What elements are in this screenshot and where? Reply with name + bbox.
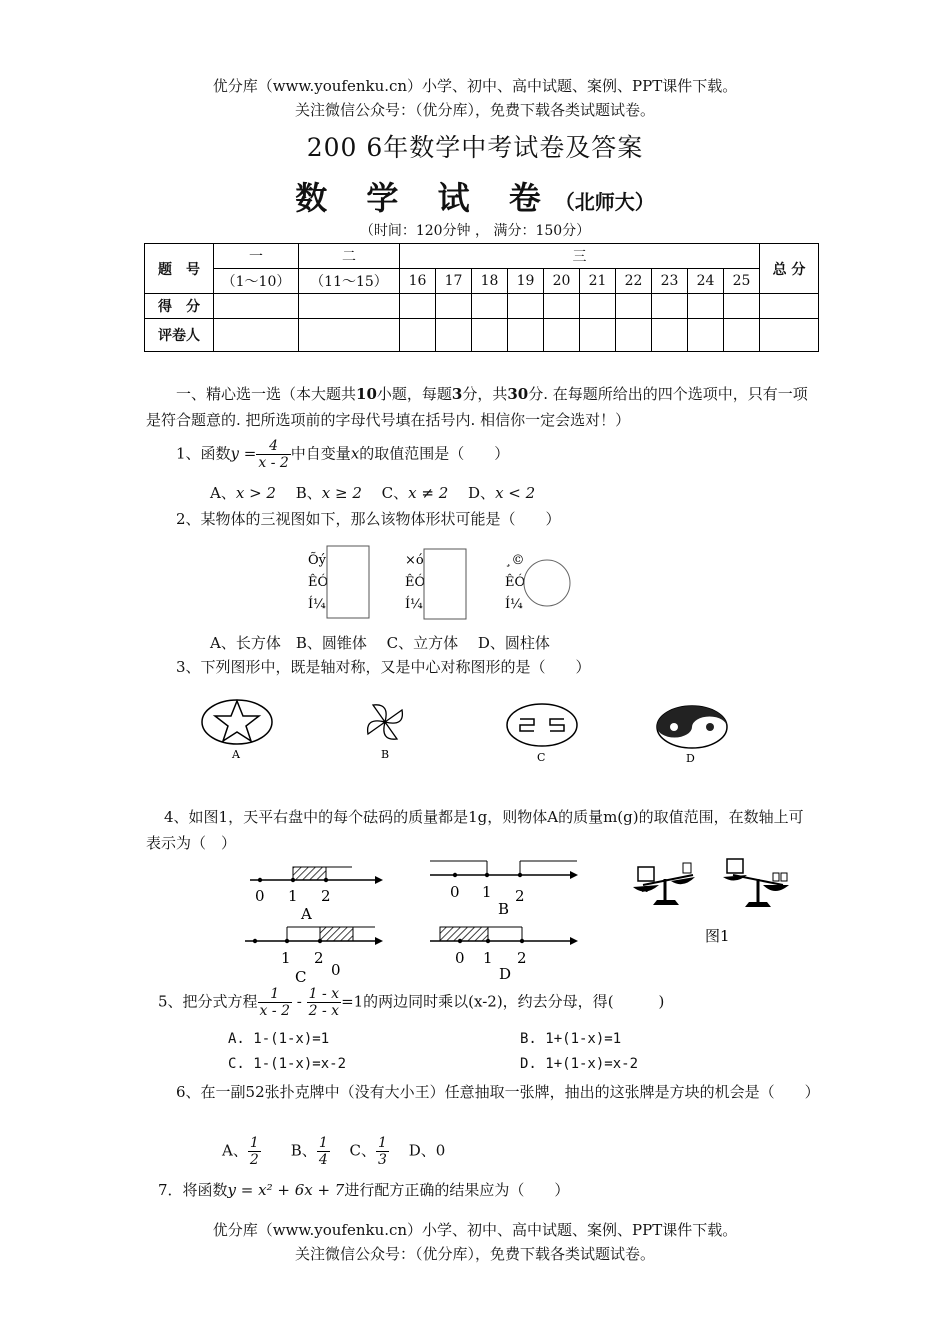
grader-cell[interactable] (652, 319, 688, 352)
q1-var: x (350, 444, 360, 463)
section1-intro (146, 381, 816, 433)
question-1 (176, 438, 846, 471)
qnum-cell: 16 (400, 269, 436, 294)
top-view (505, 553, 570, 612)
q1-fraction (256, 438, 290, 471)
q5-f1-den: x - 2 (259, 1003, 290, 1019)
fig-label: B (381, 748, 390, 761)
score-cell[interactable] (436, 294, 472, 319)
qnum-cell: 19 (508, 269, 544, 294)
q6-c-num: 1 (378, 1135, 387, 1151)
paper-subtitle (0, 173, 950, 219)
q1-opt-c[interactable]: x ≠ 2 (408, 484, 449, 502)
side-view (405, 549, 466, 619)
axis-tick: 0 (255, 887, 265, 905)
q7-prefix: 7．将函数 (158, 1181, 228, 1199)
score-table (144, 243, 819, 352)
q1-opt-d[interactable]: x < 2 (495, 484, 536, 502)
q1-opt-d-label: D、 (468, 484, 496, 502)
axis-tick: 2 (515, 887, 525, 905)
intro-text: 分，共 (462, 385, 508, 403)
row-grader-label: 评卷人 (145, 319, 214, 352)
qnum-cell: 23 (652, 269, 688, 294)
figure-a-star[interactable] (202, 700, 272, 761)
qnum-cell: 18 (472, 269, 508, 294)
qnum-cell: 17 (436, 269, 472, 294)
q1-den: x - 2 (258, 455, 289, 471)
q6-c-den: 3 (378, 1152, 387, 1168)
intro-count: 10 (356, 385, 377, 403)
q1-prefix: 1、函数 (176, 444, 231, 463)
grader-cell[interactable] (760, 319, 819, 352)
q6-opt-b[interactable] (317, 1135, 330, 1168)
q2-options: A、长方体 B、圆锥体 C、立方体 D、圆柱体 (210, 634, 550, 652)
question-7 (158, 1177, 828, 1203)
q6-b-den: 4 (318, 1152, 328, 1168)
view-label: ÊÓ (308, 575, 329, 590)
row-score-label: 得 分 (145, 294, 214, 319)
q1-opt-b-label: B、 (295, 484, 322, 502)
option-letter: B (498, 900, 510, 918)
grader-cell[interactable] (214, 319, 299, 352)
q1-opt-b[interactable]: x ≥ 2 (321, 484, 362, 502)
q1-options (210, 480, 880, 506)
view-label: Í¼ (505, 597, 523, 612)
score-cell[interactable] (760, 294, 819, 319)
number-line-d[interactable] (430, 927, 578, 983)
number-line-b[interactable] (430, 861, 578, 918)
view-label: ÊÓ (505, 575, 526, 590)
exam-title: 200 6年数学中考试卷及答案 (306, 133, 644, 162)
q5-f1-num: 1 (258, 986, 292, 1003)
grader-cell[interactable] (508, 319, 544, 352)
q5-option-d[interactable]: D. 1+(1-x)=x-2 (520, 1056, 639, 1072)
q3-figures (195, 695, 755, 780)
axis-tick: 1 (482, 883, 492, 901)
score-cell[interactable] (724, 294, 760, 319)
score-cell[interactable] (508, 294, 544, 319)
q6-opt-b-label: B、 (290, 1141, 317, 1160)
axis-tick: 1 (483, 949, 493, 967)
balance-left (633, 863, 695, 905)
qnum-cell: 20 (544, 269, 580, 294)
view-label: ×ó (405, 553, 424, 568)
q6-a-den: 2 (249, 1152, 259, 1168)
q1-opt-c-label: C、 (381, 484, 409, 502)
figure-c-ellipse[interactable] (507, 704, 577, 764)
footer-line-1: 优分库（www.youfenku.cn）小学、初中、高中试题、案例、PPT课件下载。 (212, 1221, 738, 1239)
q1-y: y = (230, 444, 257, 463)
q1-suffix2: 的取值范围是（ ） (359, 444, 510, 463)
axis-tick: 0 (450, 883, 460, 901)
q5-f2-den: 2 - x (308, 1003, 340, 1019)
option-letter: A (301, 905, 312, 923)
time-info: （时间：120分钟 ， 满分：150分） (359, 223, 591, 239)
grader-cell[interactable] (436, 319, 472, 352)
q5-prefix: 5、把分式方程 (158, 992, 258, 1011)
score-cell[interactable] (688, 294, 724, 319)
question-5 (158, 986, 828, 1019)
balance-figure (633, 859, 789, 945)
col-tihao: 题 号 (145, 244, 214, 294)
q5-f2-num: 1 - x (308, 986, 340, 1002)
axis-tick: 2 (517, 949, 527, 967)
view-label: Í¼ (308, 597, 326, 612)
axis-tick: 1 (281, 949, 291, 967)
qnum-cell: 24 (688, 269, 724, 294)
q6-a-num: 1 (249, 1135, 259, 1151)
figure-b-pinwheel[interactable] (368, 705, 403, 761)
score-cell[interactable] (616, 294, 652, 319)
intro-text: 小题，每题 (376, 385, 452, 403)
grader-cell[interactable] (724, 319, 760, 352)
option-letter: C (295, 968, 307, 985)
front-view (308, 546, 369, 618)
q6-opt-a-label: A、 (222, 1141, 248, 1160)
fig-label: A (232, 748, 240, 761)
view-label: Õý (308, 553, 327, 568)
balance-right (723, 859, 789, 907)
intro-text: 一、精心选一选（本大题共 (176, 385, 357, 403)
intro-each: 3 (451, 385, 463, 403)
range-section-1: （1～10） (214, 269, 299, 294)
side-view-rect (424, 549, 466, 619)
col-section-1: 一 (214, 244, 299, 269)
front-view-rect (327, 546, 369, 618)
number-line-a[interactable] (250, 867, 383, 923)
q7-formula: y = x² + 6x + 7 (227, 1181, 345, 1199)
q5-option-b[interactable]: B. 1+(1-x)=1 (520, 1031, 622, 1047)
grader-cell[interactable] (688, 319, 724, 352)
axis-tick: 0 (331, 961, 341, 979)
intro-total: 30 (507, 385, 529, 403)
fig-label: D (686, 752, 695, 765)
top-view-circle (524, 560, 570, 606)
three-views-figure (300, 540, 600, 625)
q5-fraction-2 (307, 986, 341, 1019)
q1-opt-a[interactable]: x > 2 (235, 484, 276, 502)
q5-option-a[interactable]: A. 1-(1-x)=1 (228, 1031, 330, 1047)
range-section-2: （11～15） (299, 269, 400, 294)
axis-tick: 0 (455, 949, 465, 967)
q6-opt-d[interactable]: D、0 (408, 1141, 446, 1160)
q6-opt-c-label: C、 (349, 1141, 376, 1160)
figure-caption: 图1 (705, 927, 730, 945)
q6-options (222, 1135, 892, 1168)
figure-d-yinyang[interactable] (657, 706, 727, 765)
q7-suffix: 进行配方正确的结果应为（ ） (344, 1181, 570, 1199)
q4-figure (235, 855, 795, 985)
grader-cell[interactable] (616, 319, 652, 352)
fig-label: C (537, 751, 546, 764)
intro-text: 分. 在每题所给出的四个选项中，只有一项是符合题意的. 把所选项前的字母代号填在括号内. 相信你一定会选对！） (146, 385, 808, 429)
subtitle-main: 数 学 试 卷 (295, 179, 555, 217)
axis-tick: 1 (288, 887, 298, 905)
grader-cell[interactable] (299, 319, 400, 352)
view-label: ÊÓ (405, 575, 426, 590)
option-letter: D (499, 965, 512, 983)
q1-opt-a-label: A、 (210, 484, 236, 502)
score-cell[interactable] (652, 294, 688, 319)
score-cell[interactable] (580, 294, 616, 319)
header-line-2: 关注微信公众号：（优分库），免费下载各类试题试卷。 (294, 101, 655, 119)
grader-cell[interactable] (580, 319, 616, 352)
question-3: 3、下列图形中，既是轴对称，又是中心对称图形的是（ ） (176, 658, 591, 676)
q5-fraction-1 (258, 986, 292, 1019)
score-cell[interactable] (299, 294, 400, 319)
grader-cell[interactable] (472, 319, 508, 352)
qnum-cell: 21 (580, 269, 616, 294)
footer-line-2: 关注微信公众号：（优分库），免费下载各类试题试卷。 (294, 1245, 655, 1263)
score-cell[interactable] (472, 294, 508, 319)
q5-suffix: =1的两边同时乘以(x-2)，约去分母，得( ) (341, 992, 665, 1011)
q6-b-num: 1 (318, 1135, 328, 1151)
q1-suffix: 中自变量 (290, 444, 351, 463)
grader-cell[interactable] (544, 319, 580, 352)
question-6: 6、在一副52张扑克牌中（没有大小王）任意抽取一张牌，抽出的这张牌是方块的机会是（ ） (176, 1083, 820, 1101)
question-4: 4、如图1，天平右盘中的每个砝码的质量都是1g，则物体A的质量m(g)的取值范围，在数轴上可表示为（ ） (146, 808, 804, 852)
view-label: ¸© (505, 553, 525, 568)
axis-tick: 2 (321, 887, 331, 905)
col-section-2: 二 (299, 244, 400, 269)
col-total: 总 分 (760, 244, 819, 294)
number-line-c[interactable] (245, 927, 383, 985)
q6-opt-c[interactable] (376, 1135, 389, 1168)
q1-num: 4 (256, 438, 290, 455)
q5-minus: - (296, 992, 302, 1011)
qnum-cell: 25 (724, 269, 760, 294)
axis-tick: 2 (314, 949, 324, 967)
col-section-3: 三 (400, 244, 760, 269)
score-cell[interactable] (544, 294, 580, 319)
q5-option-c[interactable]: C. 1-(1-x)=x-2 (228, 1056, 347, 1072)
score-cell[interactable] (214, 294, 299, 319)
q6-opt-a[interactable] (248, 1135, 261, 1168)
score-cell[interactable] (400, 294, 436, 319)
header-line-1: 优分库（www.youfenku.cn）小学、初中、高中试题、案例、PPT课件下载。 (212, 77, 738, 95)
grader-cell[interactable] (400, 319, 436, 352)
question-2: 2、某物体的三视图如下，那么该物体形状可能是（ ） (176, 510, 561, 528)
subtitle-suffix: （北师大） (554, 190, 655, 214)
view-label: Í¼ (405, 597, 423, 612)
qnum-cell: 22 (616, 269, 652, 294)
